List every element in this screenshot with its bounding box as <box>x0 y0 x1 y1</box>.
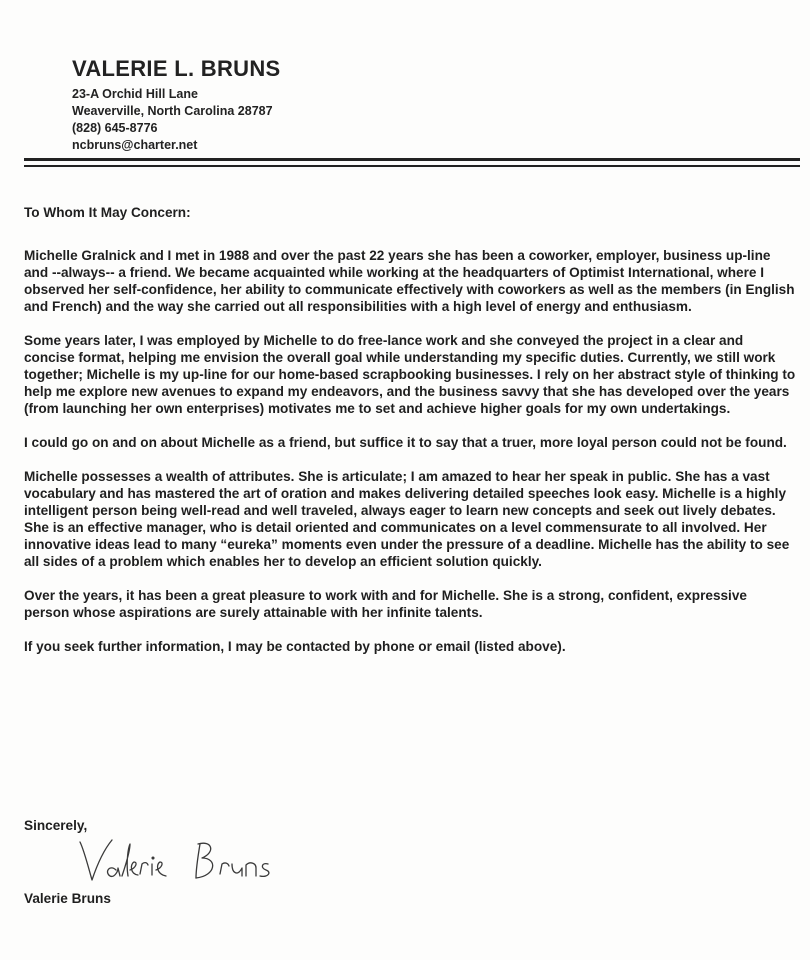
address-line-2: Weaverville, North Carolina 28787 <box>72 104 273 118</box>
closing: Sincerely, <box>24 818 88 833</box>
header-divider-thick <box>24 158 800 161</box>
paragraph: If you seek further information, I may be contacted by phone or email (listed above). <box>24 639 566 654</box>
paragraph: Michelle possesses a wealth of attributes. She is articulate; I am amazed to hear her speak in public. She has a vast vocabulary and has mastered the art of oration and makes delivering detailed speeches look easy. Michelle is a highly intelligent person being well-read and well traveled, always eager to learn new concepts and seek out lively debates. She is an effective manager, who is detail oriented and communicates on a level commensurate to all involved. Her innovative ideas lead to many “eureka” moments even under the pressure of a deadline. Michelle has the ability to see all sides of a problem which enables her to develop an efficient solution quickly. <box>24 469 790 569</box>
letterhead <box>72 56 281 154</box>
email-address: ncbruns@charter.net <box>72 138 198 152</box>
salutation: To Whom It May Concern: <box>24 205 191 220</box>
letter-body <box>24 204 796 672</box>
sender-name: VALERIE L. BRUNS <box>72 56 281 81</box>
signature-scribble <box>72 830 332 890</box>
handwritten-signature <box>72 830 332 890</box>
paragraph: Over the years, it has been a great pleasure to work with and for Michelle. She is a strong, confident, expressive person whose aspirations are surely attainable with her infinite talents. <box>24 588 747 620</box>
address-line-1: 23-A Orchid Hill Lane <box>72 87 198 101</box>
paragraph: I could go on and on about Michelle as a friend, but suffice it to say that a truer, more loyal person could not be found. <box>24 435 787 450</box>
header-divider-thin <box>24 165 800 167</box>
sender-contact <box>72 86 281 154</box>
phone-number: (828) 645-8776 <box>72 121 158 135</box>
paragraph: Michelle Gralnick and I met in 1988 and over the past 22 years she has been a coworker, employer, business up-line and --always-- a friend. We became acquainted while working at the headquarters of Optimist International, where I observed her self-confidence, her ability to communicate effectively with coworkers as well as the members (in English and French) and the way she carried out all responsibilities with a high level of energy and enthusiasm. <box>24 248 795 314</box>
paragraph: Some years later, I was employed by Michelle to do free-lance work and she conveyed the project in a clear and concise format, helping me envision the overall goal while understanding my specific duties. Currently, we still work together; Michelle is my up-line for our home-based scrapbooking businesses. I rely on her abstract style of thinking to help me explore new avenues to expand my endeavors, and the business savvy that she has developed over the years (from launching her own enterprises) motivates me to set and achieve higher goals for my own undertakings. <box>24 333 796 416</box>
signer-name: Valerie Bruns <box>24 891 111 906</box>
